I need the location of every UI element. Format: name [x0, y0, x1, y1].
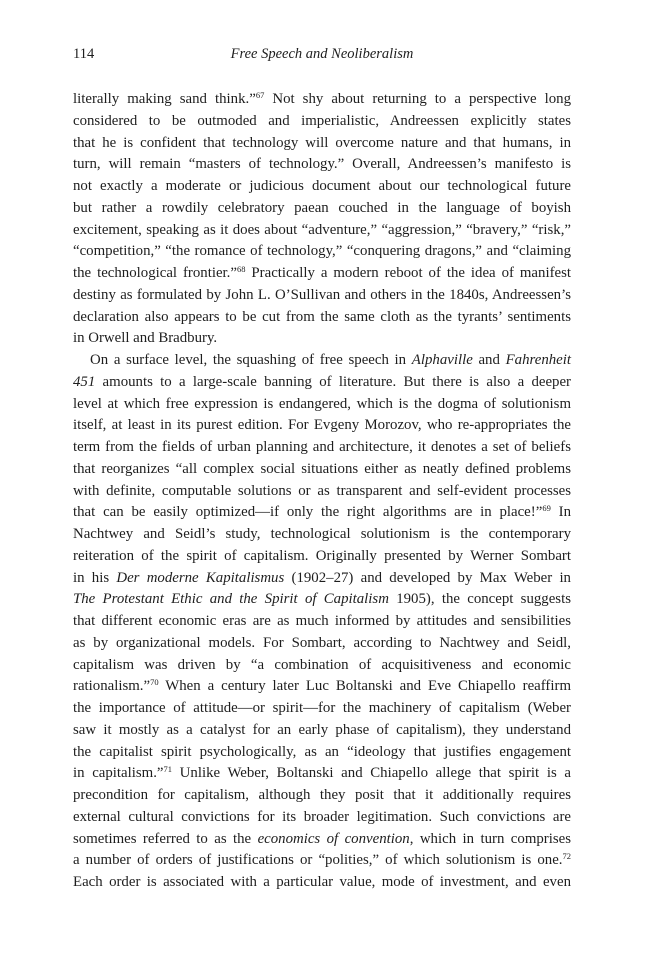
text-line: [73, 263, 571, 285]
text-segment: Practically a modern reboot of the idea of manifest: [245, 265, 572, 281]
text-line: [73, 111, 571, 133]
text-segment: , which in turn comprises: [409, 830, 571, 847]
text-segment: capitalism was driven by “a combination of acquisitiveness and economic: [73, 656, 571, 673]
text-segment: term from the fields of urban planning and architecture, it denotes a set of beliefs: [73, 439, 571, 455]
text-line: [73, 394, 571, 416]
text-line: [73, 872, 571, 894]
text-segment: but rather a rowdily celebratory paean couched in the language of boyish: [73, 199, 571, 216]
text-segment: destiny as formulated by John L. O’Sullivan and others in the 1840s, Andreessen’s: [73, 286, 571, 303]
footnote-marker: 71: [163, 764, 173, 775]
text-segment: that can be easily optimized—if only the right algorithms are in place!”: [73, 504, 543, 521]
text-segment: (1902–27) and developed by Max Weber in: [284, 569, 571, 586]
text-segment: sometimes referred to as the: [73, 830, 258, 847]
text-line: [73, 154, 571, 176]
text-segment: Unlike Weber, Boltanski and Chiapello allege that spirit is a: [172, 765, 571, 782]
running-title: Free Speech and Neoliberalism: [230, 46, 414, 62]
text-segment: not exactly a moderate or judicious document about our technological future: [73, 178, 571, 194]
text-line: [73, 546, 571, 568]
text-line: [73, 459, 571, 481]
text-line: [73, 829, 571, 851]
text-segment: the technological frontier.”: [73, 265, 237, 281]
text-segment: “competition,” “the romance of technology,” “conquering dragons,” and “claiming: [73, 243, 571, 260]
text-segment: with definite, computable solutions or as transparent and self-evident processes: [73, 482, 571, 499]
text-segment: turn, will remain “masters of technology.” Overall, Andreessen’s manifesto is: [73, 156, 571, 173]
footnote-marker: 72: [562, 851, 571, 862]
text-segment: that different economic eras are as much informed by attitudes and sensibilities: [73, 613, 571, 629]
text-line: [73, 524, 571, 546]
text-segment: In: [550, 504, 571, 521]
italic-text: Der moderne Kapitalismus: [116, 569, 285, 586]
text-segment: saw it mostly as a catalyst for an early phase of capitalism), they understand: [73, 721, 571, 738]
text-line: [73, 633, 571, 655]
text-segment: in capitalism.”: [73, 765, 164, 782]
text-line: [73, 720, 571, 742]
text-segment: considered to be outmoded and imperialistic, Andreessen explicitly states: [73, 112, 571, 129]
footnote-marker: 67: [255, 90, 265, 100]
footnote-marker: 69: [542, 503, 551, 514]
text-line: [73, 198, 571, 220]
page-number: 114: [73, 46, 95, 62]
text-segment: a number of orders of justifications or “polities,” of which solutionism is one.: [73, 852, 563, 869]
text-line: [73, 220, 571, 242]
text-segment: reiteration of the spirit of capitalism. Originally presented by Werner Sombart: [73, 547, 571, 564]
text-segment: declaration also appears to be cut from the same cloth as the tyrants’ sentiments: [73, 308, 571, 325]
text-segment: as by organizational models. For Sombart, according to Nachtwey and Seidl,: [73, 634, 571, 651]
text-line: [73, 502, 571, 524]
text-segment: level at which free expression is endangered, which is the dogma of solutionism: [73, 395, 571, 412]
text-line: [73, 241, 571, 263]
text-line: [73, 611, 571, 633]
text-segment: itself, at least in its purest edition. For Evgeny Morozov, who re-appropriates the: [73, 417, 571, 434]
text-line: [73, 742, 571, 764]
text-line: [73, 676, 571, 698]
text-segment: 1905), the concept suggests: [388, 591, 571, 608]
text-line: [73, 850, 571, 872]
text-line: [73, 568, 571, 590]
running-header: [73, 46, 571, 66]
text-segment: external cultural convictions for its broader legitimation. Such convictions are: [73, 808, 571, 825]
text-line: [73, 328, 571, 350]
text-segment: Nachtwey and Seidl’s study, technological solutionism is the contemporary: [73, 526, 571, 542]
italic-text: Fahrenheit: [505, 352, 571, 368]
text-line: [73, 807, 571, 829]
italic-text: economics of convention: [257, 830, 410, 847]
text-segment: and: [472, 352, 506, 368]
text-line: [73, 89, 571, 111]
italic-text: The Protestant Ethic and the Spirit of Capitalism: [73, 591, 389, 608]
text-segment: in his: [73, 569, 117, 586]
text-line: [73, 350, 571, 372]
text-segment: amounts to a large-scale banning of literature. But there is also a deeper: [95, 373, 571, 390]
text-segment: Not shy about returning to a perspective long: [264, 91, 572, 107]
text-segment: that reorganizes “all complex social situations either as neatly defined problems: [73, 460, 571, 477]
text-line: [73, 655, 571, 677]
text-segment: excitement, speaking as it does about “adventure,” “aggression,” “bravery,” “risk,”: [73, 221, 571, 238]
footnote-marker: 68: [236, 264, 246, 274]
text-segment: When a century later Luc Boltanski and Eve Chiapello reaffirm: [158, 678, 571, 695]
text-line: [73, 133, 571, 155]
text-line: [73, 785, 571, 807]
text-line: [73, 415, 571, 437]
text-segment: the importance of attitude—or spirit—for the machinery of capitalism (Weber: [73, 700, 571, 716]
text-segment: in Orwell and Bradbury.: [73, 330, 218, 347]
text-line: [73, 481, 571, 503]
text-line: [73, 176, 571, 198]
text-segment: that he is confident that technology will overcome nature and that humans, in: [73, 134, 571, 151]
text-segment: Each order is associated with a particular value, mode of investment, and even: [73, 874, 571, 890]
text-line: [73, 698, 571, 720]
text-segment: the capitalist spirit psychologically, as an “ideology that justifies engagement: [73, 743, 571, 760]
text-segment: literally making sand think.”: [73, 91, 256, 107]
footnote-marker: 70: [150, 677, 159, 688]
text-line: [73, 589, 571, 611]
text-segment: precondition for capitalism, although they posit that it additionally requires: [73, 787, 571, 803]
text-line: [73, 763, 571, 785]
body-text: [73, 89, 571, 894]
text-segment: rationalism.”: [73, 678, 151, 695]
text-line: [73, 372, 571, 394]
text-line: [73, 285, 571, 307]
italic-text: 451: [73, 373, 96, 390]
text-segment: On a surface level, the squashing of free speech in: [90, 352, 412, 368]
text-line: [73, 437, 571, 459]
text-line: [73, 307, 571, 329]
italic-text: Alphaville: [411, 352, 473, 368]
